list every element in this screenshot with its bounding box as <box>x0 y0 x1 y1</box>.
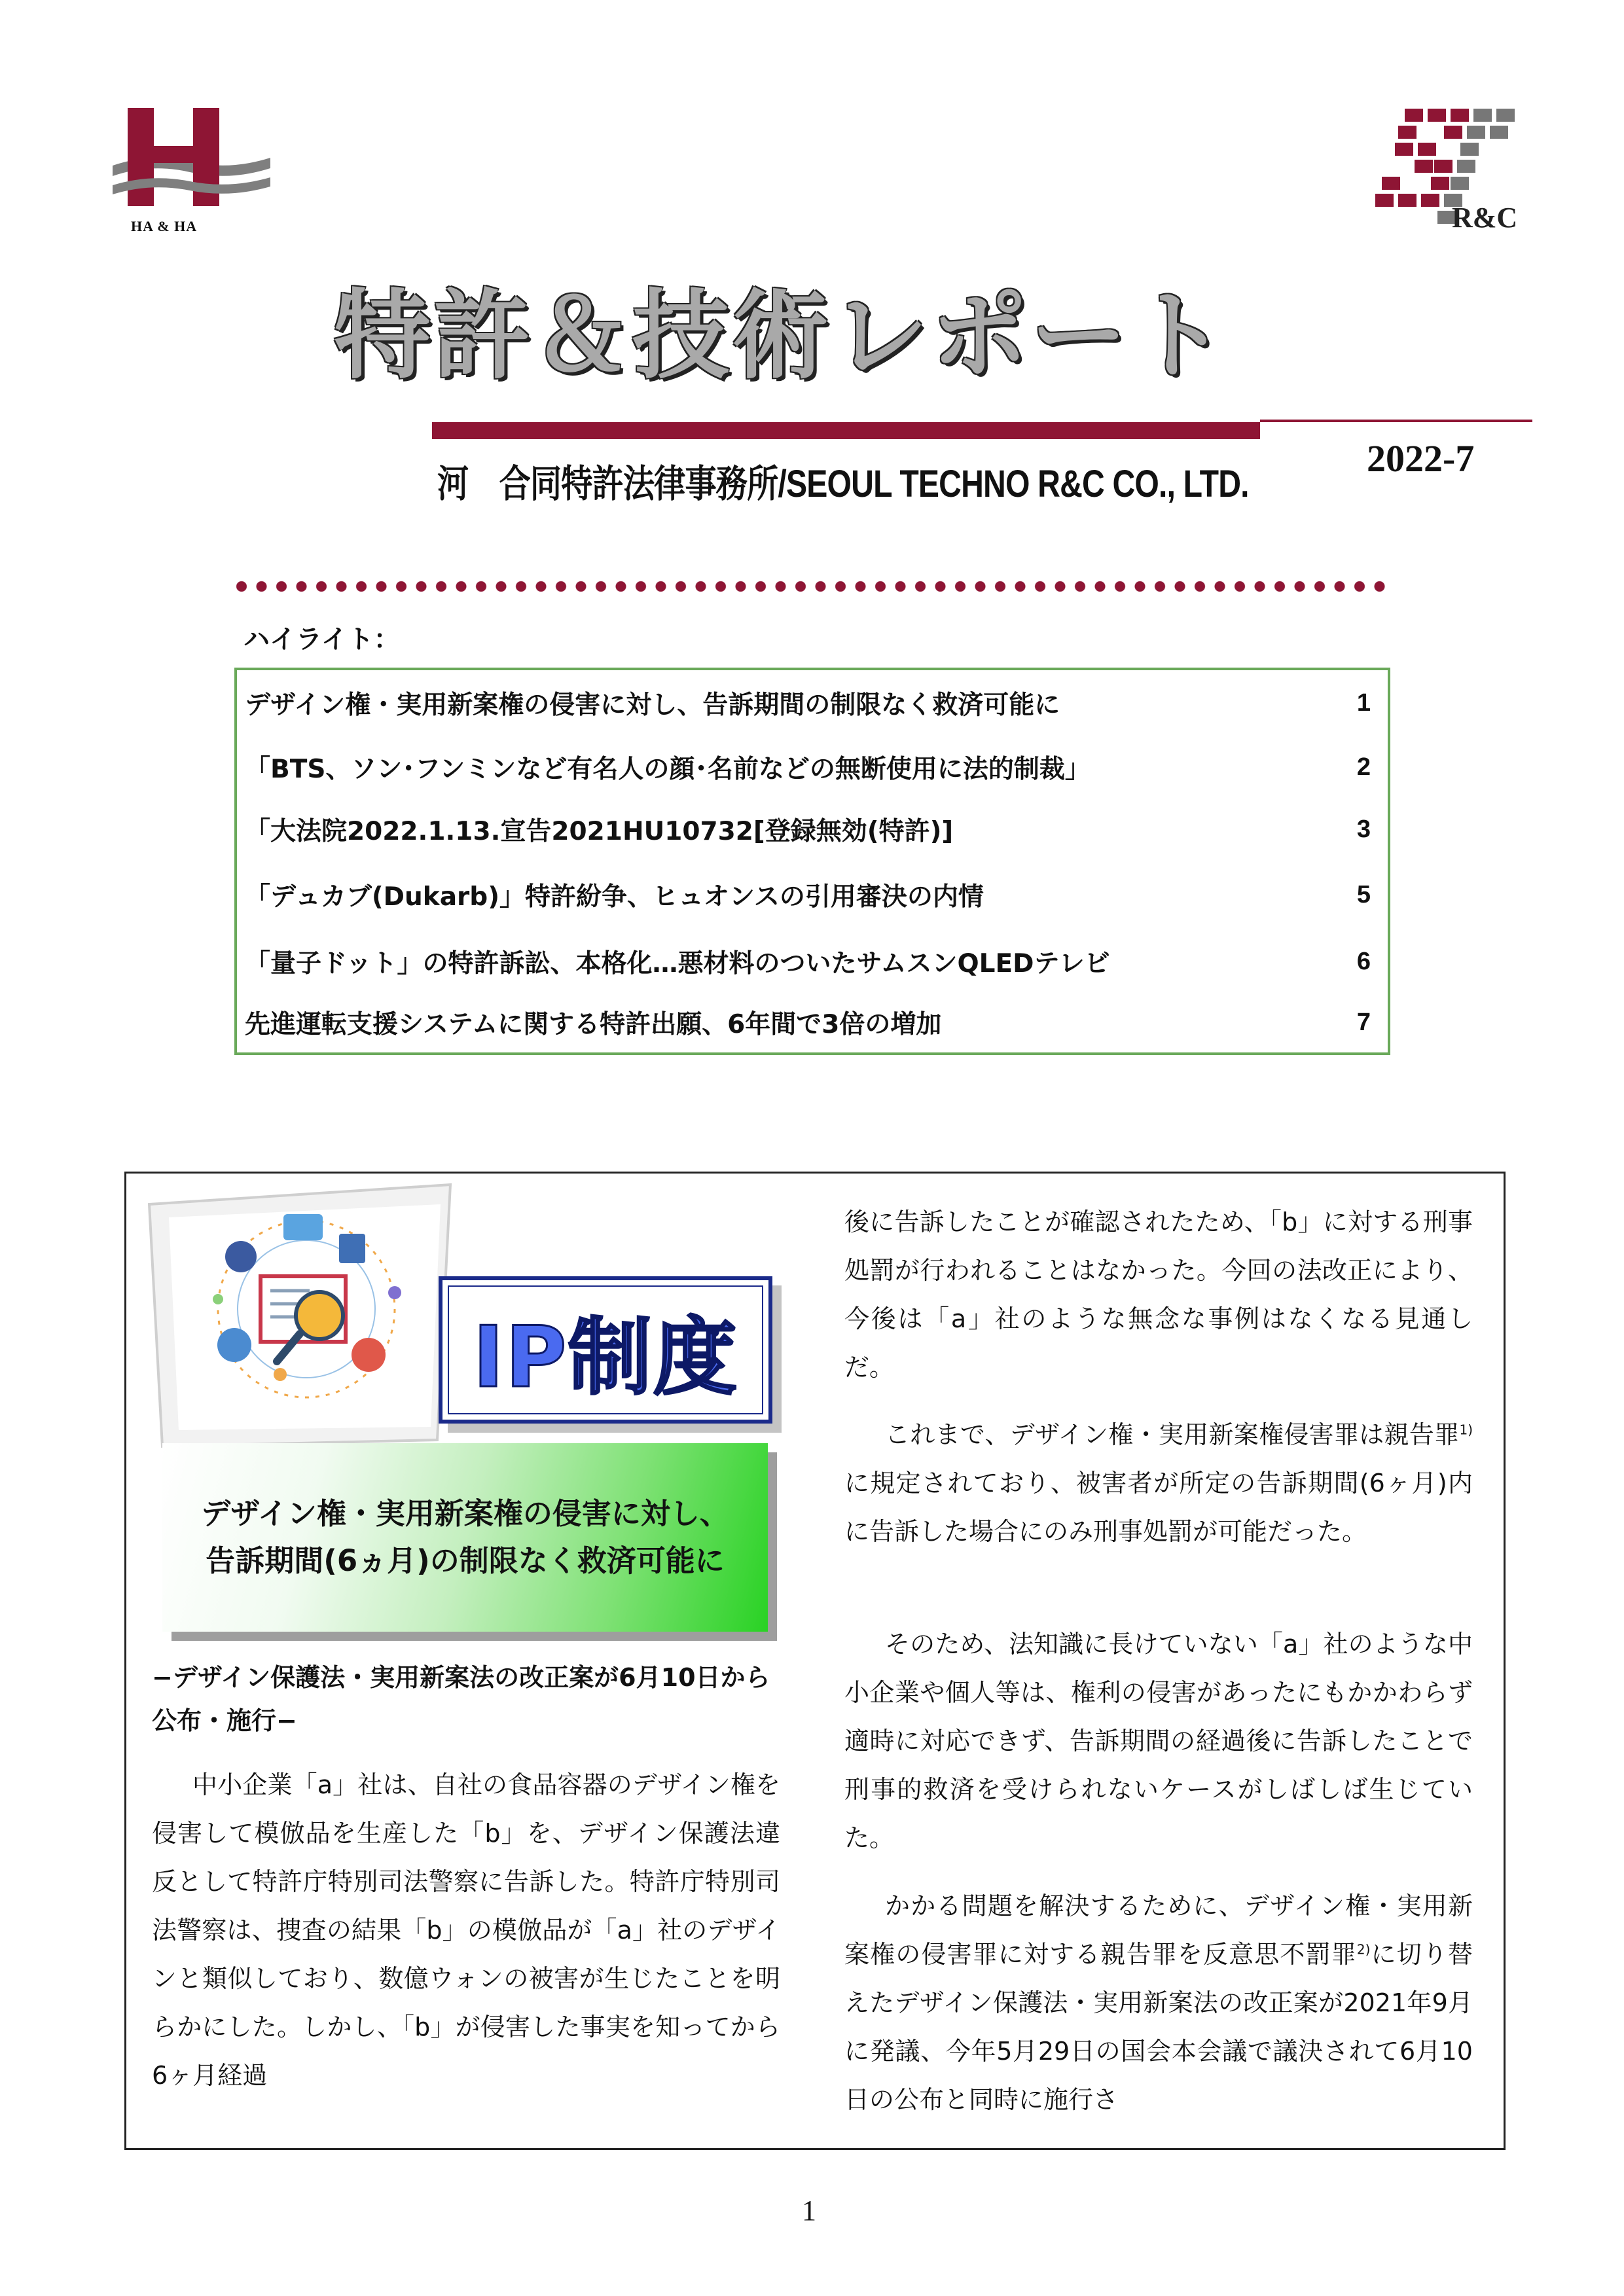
issue-number: 2022-7 <box>1367 437 1475 480</box>
highlight-page: 5 <box>1356 880 1371 908</box>
ip-section-badge <box>439 1276 772 1424</box>
highlight-item[interactable] <box>245 810 1371 849</box>
title-rule-thin <box>1260 420 1532 422</box>
paragraph-text: これまで、デザイン権・実用新案権侵害罪は親告罪 <box>885 1420 1460 1449</box>
rc-logo-label: R&C <box>1452 202 1518 234</box>
highlight-item[interactable] <box>245 1003 1371 1042</box>
article-paragraph: 後に告訴したことが確認されたため、「b」に対する刑事処罰が行われることはなかった。今回の法改正により、今後は「a」社のような無念な事例はなくなる見通しだ。 <box>844 1208 1473 1382</box>
highlight-item[interactable] <box>245 683 1371 723</box>
highlight-item[interactable] <box>245 747 1371 787</box>
article-paragraph: 中小企業「a」社は、自社の食品容器のデザイン権を侵害して模倣品を生産した「b」を、デザイン保護法違反として特許庁特別司法警察に告訴した。特許庁特別司法警察は、捜査の結果「b」の模倣品が「a」社のデザインと類似しており、数億ウォンの被害が生じたことを明らかにした。しかし、「b」が侵害した事実を知ってから6ヶ月経過 <box>152 1770 780 2090</box>
highlight-page: 3 <box>1356 815 1371 843</box>
ip-section-badge-text: IP制度 <box>473 1308 738 1407</box>
paragraph-text: に規定されており、被害者が所定の告訴期間(6ヶ月)内に告訴した場合にのみ刑事処罰が可能だった。 <box>844 1469 1473 1546</box>
highlight-title: 「BTS、ソン･フンミンなど有名人の顔･名前などの無断使用に法的制裁」 <box>245 755 1091 784</box>
highlights-label: ハイライト： <box>244 624 400 655</box>
paragraph-text: に切り替えたデザイン保護法・実用新案法の改正案が2021年9月に発議、今年5月29日の国会本会議で議決されて6月10日の公布と同時に施行さ <box>844 1940 1473 2114</box>
firm-name: 河 合同特許法律事務所/SEOUL TECHNO R&C CO., LTD. <box>437 463 1249 505</box>
article-title-banner <box>162 1443 768 1632</box>
ip-illustration <box>143 1178 470 1453</box>
article-subheading: −デザイン保護法・実用新案法の改正案が6月10日から公布・施行− <box>152 1663 770 1735</box>
highlight-title: 「デュカブ(Dukarb)」特許紛争、ヒュオンスの引用審決の内情 <box>245 882 984 912</box>
highlight-item[interactable] <box>245 942 1371 981</box>
highlight-title: 「大法院2022.1.13.宣告2021HU10732[登録無効(特許)] <box>245 817 954 846</box>
article-paragraph <box>844 1410 1473 1556</box>
highlight-page: 1 <box>1356 689 1371 717</box>
article-title: デザイン権・実用新案権の侵害に対し、告訴期間(6ヵ月)の制限なく救済可能に <box>201 1496 729 1578</box>
haha-logo-label: HA & HA <box>131 218 198 234</box>
title-rule-thick <box>432 422 1260 439</box>
highlight-page: 6 <box>1356 947 1371 975</box>
article-paragraph <box>844 1882 1473 2124</box>
highlights-box <box>234 668 1390 1055</box>
highlight-page: 7 <box>1356 1008 1371 1036</box>
footnote-ref: 2) <box>1356 1941 1371 1958</box>
highlight-page: 2 <box>1356 753 1371 781</box>
dotted-divider <box>236 581 1388 592</box>
highlight-title: 先進運転支援システムに関する特許出願、6年間で3倍の増加 <box>245 1010 942 1039</box>
paragraph-text: かかる問題を解決するために、デザイン権・実用新案権の侵害罪に対する親告罪を反意思不罰罪 <box>844 1892 1473 1969</box>
highlight-title: 「量子ドット」の特許訴訟、本格化…悪材料のついたサムスンQLEDテレビ <box>245 949 1110 978</box>
highlight-title: デザイン権・実用新案権の侵害に対し、告訴期間の制限なく救済可能に <box>245 691 1060 720</box>
haha-logo <box>111 108 272 236</box>
footnote-ref: 1) <box>1459 1422 1473 1438</box>
page-number: 1 <box>802 2195 816 2227</box>
article-paragraph: そのため、法知識に長けていない「a」社のような中小企業や個人等は、権利の侵害があったにもかかわらず適時に対応できず、告訴期間の経過後に告訴したことで刑事的救済を受けられないケースがしばしば生じていた。 <box>844 1630 1473 1852</box>
highlight-item[interactable] <box>245 875 1371 914</box>
report-title: 特許＆技術レポート <box>334 279 1229 392</box>
